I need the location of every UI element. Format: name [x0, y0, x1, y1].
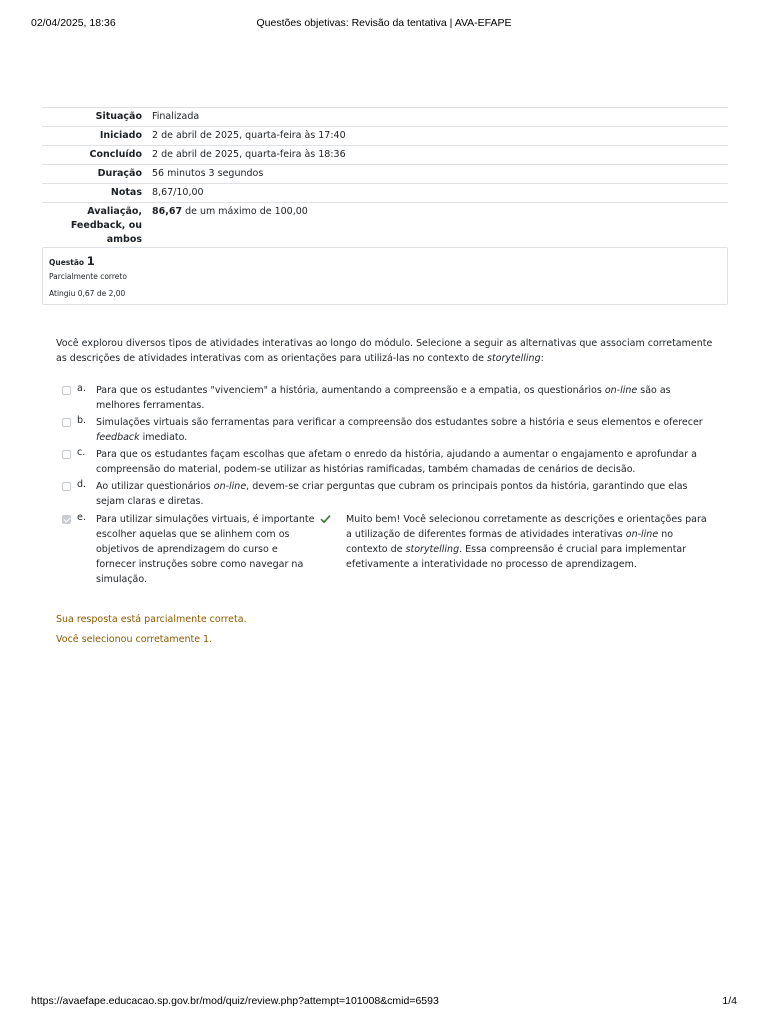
question-text-part: Você explorou diversos tipos de atividades interativas ao longo do módulo. Selecione a seguir as alternativas que associam corretamente as descrições de atividades interativas com as orientações para utilizá-las no contexto de — [56, 338, 713, 364]
question-text-part: : — [540, 353, 544, 364]
answer-text-part: Para utilizar simulações virtuais, é importante escolher aquelas que se alinhem com os objetivos de aprendizagem do curso e fornecer instruções sobre como navegar na simulação. — [96, 514, 315, 585]
answer-text-part: Para que os estudantes façam escolhas que afetam o enredo da história, ajudando a aumentar o engajamento e aprofundar a compreensão do material, podem-se utilizar as histórias ramificadas, também chamadas de cenários de decisão. — [96, 449, 697, 475]
summary-value: 8,67/10,00 — [152, 184, 728, 203]
answer-text-part: são as melhores ferramentas. — [96, 385, 671, 411]
answer-text-part: Ao utilizar questionários — [96, 481, 214, 492]
feedback-emphasis: storytelling — [405, 544, 460, 555]
summary-label: Notas — [42, 184, 152, 203]
answer-text — [96, 479, 706, 509]
answer-checkbox[interactable] — [62, 515, 71, 524]
summary-value — [152, 203, 728, 250]
attempt-summary-table — [42, 107, 728, 249]
answer-text-part: imediato. — [139, 432, 188, 443]
answer-text — [96, 512, 316, 587]
answer-text — [96, 447, 706, 477]
summary-row-duracao — [42, 165, 728, 184]
print-datetime: 02/04/2025, 18:36 — [31, 17, 116, 29]
answer-letter: b. — [77, 415, 87, 426]
print-header — [0, 17, 768, 31]
summary-value: 2 de abril de 2025, quarta-feira às 18:36 — [152, 146, 728, 165]
answer-letter: e. — [77, 512, 86, 523]
answer-letter: d. — [77, 479, 87, 490]
question-label: Questão — [49, 258, 85, 267]
question-number-value: 1 — [86, 254, 95, 268]
question-state: Parcialmente correto — [49, 272, 127, 281]
answer-text-part: Simulações virtuais são ferramentas para verificar a compreensão dos estudantes sobre a história e seus elementos e oferecer — [96, 417, 703, 428]
summary-label: Duração — [42, 165, 152, 184]
summary-row-iniciado — [42, 127, 728, 146]
answer-text-emphasis: on-line — [213, 481, 247, 492]
answer-text — [96, 415, 706, 445]
print-footer — [0, 995, 768, 1009]
outcome-partially-correct: Sua resposta está parcialmente correta. — [56, 614, 247, 625]
question-number — [49, 254, 95, 268]
check-icon — [320, 514, 331, 524]
answer-text-emphasis: on-line — [604, 385, 638, 396]
summary-value-rest: de um máximo de 100,00 — [182, 206, 308, 217]
answer-letter: c. — [77, 447, 86, 458]
summary-row-notas — [42, 184, 728, 203]
summary-row-avaliacao — [42, 203, 728, 250]
summary-label: Situação — [42, 108, 152, 127]
answer-checkbox[interactable] — [62, 418, 71, 427]
print-page-number: 1/4 — [722, 995, 737, 1007]
answer-text-part: Para que os estudantes "vivenciem" a história, aumentando a compreensão e a empatia, os questionários — [96, 385, 605, 396]
print-url: https://avaefape.educacao.sp.gov.br/mod/quiz/review.php?attempt=101008&cmid=6593 — [31, 995, 439, 1007]
summary-row-concluido — [42, 146, 728, 165]
summary-row-situacao — [42, 108, 728, 127]
answer-checkbox[interactable] — [62, 386, 71, 395]
question-info — [42, 247, 728, 305]
answer-feedback — [346, 512, 708, 572]
feedback-part: . Essa compreensão é crucial para implementar efetivamente a interatividade no processo de aprendizagem. — [346, 544, 687, 570]
summary-label: Avaliação, Feedback, ou ambos — [42, 203, 152, 250]
summary-value: 2 de abril de 2025, quarta-feira às 17:40 — [152, 127, 728, 146]
summary-label: Concluído — [42, 146, 152, 165]
answer-text-part: , devem-se criar perguntas que cubram os principais pontos da história, garantindo que elas sejam claras e diretas. — [96, 481, 688, 507]
question-grade: Atingiu 0,67 de 2,00 — [49, 289, 126, 298]
summary-value: Finalizada — [152, 108, 728, 127]
summary-value-bold: 86,67 — [152, 206, 183, 217]
print-title: Questões objetivas: Revisão da tentativa | AVA-EFAPE — [256, 17, 512, 29]
answer-text-emphasis: feedback — [96, 432, 140, 443]
feedback-emphasis: on-line — [625, 529, 659, 540]
answer-checkbox[interactable] — [62, 450, 71, 459]
question-text-emphasis: storytelling — [487, 353, 541, 364]
feedback-part: Muito bem! Você selecionou corretamente as descrições e orientações para a utilização de diferentes formas de atividades interativas — [346, 514, 707, 540]
summary-value: 56 minutos 3 segundos — [152, 165, 728, 184]
answer-checkbox[interactable] — [62, 482, 71, 491]
question-text — [56, 336, 716, 366]
answer-text — [96, 383, 706, 413]
answer-letter: a. — [77, 383, 86, 394]
feedback-part: no contexto de — [346, 529, 674, 555]
summary-label: Iniciado — [42, 127, 152, 146]
outcome-correct-count: Você selecionou corretamente 1. — [56, 634, 213, 645]
